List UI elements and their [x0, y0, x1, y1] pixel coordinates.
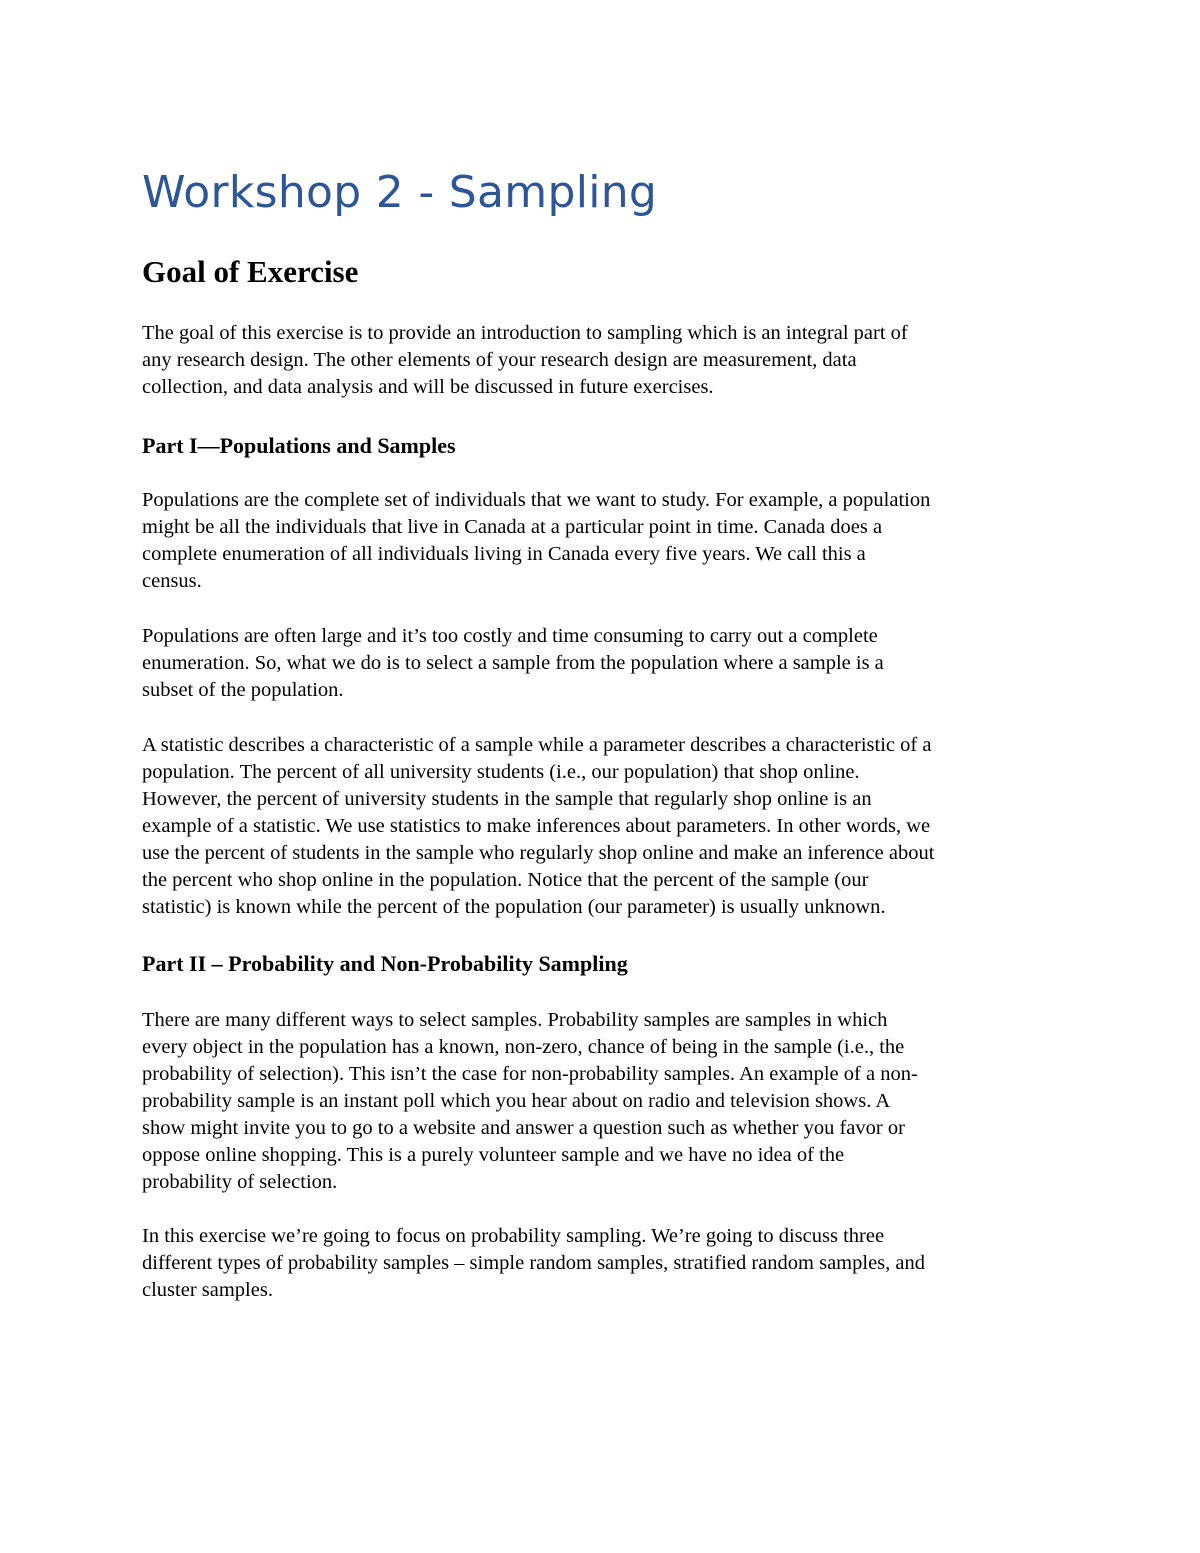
- text-line: There are many different ways to select samples. Probability samples are samples in which: [142, 1009, 888, 1031]
- paragraph-sample-definition: [142, 623, 884, 704]
- text-line: cluster samples.: [142, 1279, 273, 1301]
- text-line: However, the percent of university students in the sample that regularly shop online is an: [142, 788, 872, 810]
- text-line: population. The percent of all university students (i.e., our population) that shop online.: [142, 761, 860, 783]
- text-line: The goal of this exercise is to provide an introduction to sampling which is an integral part of: [142, 322, 908, 344]
- paragraph-statistic-parameter: [142, 732, 934, 921]
- text-line: the percent who shop online in the population. Notice that the percent of the sample (our: [142, 869, 869, 891]
- text-line: example of a statistic. We use statistics to make inferences about parameters. In other words, we: [142, 815, 931, 837]
- text-line: complete enumeration of all individuals living in Canada every five years. We call this a: [142, 543, 866, 565]
- text-line: enumeration. So, what we do is to select a sample from the population where a sample is a: [142, 652, 884, 674]
- text-line: probability of selection). This isn’t the case for non-probability samples. An example of a non-: [142, 1063, 918, 1085]
- text-line: In this exercise we’re going to focus on probability sampling. We’re going to discuss three: [142, 1225, 885, 1247]
- text-line: census.: [142, 570, 202, 592]
- text-line: different types of probability samples – simple random samples, stratified random samples, and: [142, 1252, 926, 1274]
- text-line: subset of the population.: [142, 679, 344, 701]
- text-line: might be all the individuals that live in Canada at a particular point in time. Canada does a: [142, 516, 883, 538]
- section-heading-part-1: Part I—Populations and Samples: [142, 433, 456, 458]
- section-heading-goal: Goal of Exercise: [142, 254, 359, 289]
- text-line: Populations are the complete set of individuals that we want to study. For example, a population: [142, 489, 931, 511]
- text-line: probability of selection.: [142, 1171, 338, 1193]
- text-line: every object in the population has a known, non-zero, chance of being in the sample (i.e., the: [142, 1036, 905, 1058]
- text-line: oppose online shopping. This is a purely volunteer sample and we have no idea of the: [142, 1144, 845, 1166]
- document-title: Workshop 2 - Sampling: [142, 167, 658, 218]
- text-line: use the percent of students in the sample who regularly shop online and make an inference about: [142, 842, 935, 864]
- paragraph-probability-sampling: [142, 1007, 918, 1196]
- text-line: statistic) is known while the percent of the population (our parameter) is usually unknown.: [142, 896, 886, 918]
- text-line: probability sample is an instant poll which you hear about on radio and television shows. A: [142, 1090, 891, 1112]
- text-line: any research design. The other elements of your research design are measurement, data: [142, 349, 857, 371]
- text-line: A statistic describes a characteristic of a sample while a parameter describes a characteristic of a: [142, 734, 932, 756]
- paragraph-goal: [142, 320, 908, 401]
- text-line: collection, and data analysis and will be discussed in future exercises.: [142, 376, 714, 398]
- paragraph-populations: [142, 487, 930, 595]
- text-line: Populations are often large and it’s too costly and time consuming to carry out a complete: [142, 625, 878, 647]
- paragraph-exercise-focus: [142, 1223, 925, 1304]
- section-heading-part-2: Part II – Probability and Non-Probability Sampling: [142, 951, 628, 976]
- text-line: show might invite you to go to a website and answer a question such as whether you favor or: [142, 1117, 905, 1139]
